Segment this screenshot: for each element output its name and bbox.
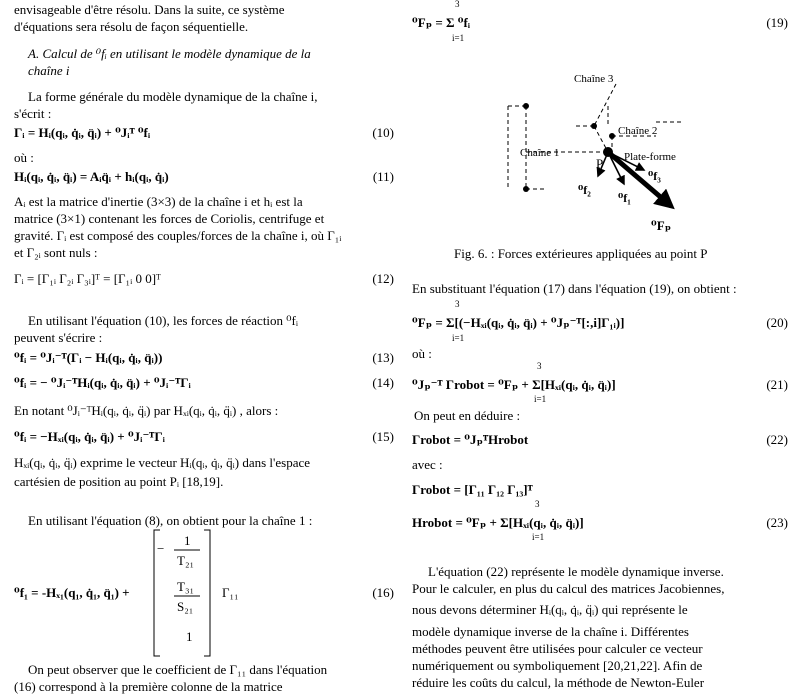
sum-23-top: 3 [535,499,540,509]
equation-13-number: (13) [372,350,394,365]
label-FP: ⁰Fₚ [651,218,672,233]
equation-19-body: ⁰Fₚ = Σ ⁰fᵢ [412,15,471,30]
p2-line-3: gravité. Γᵢ est composé des couples/forces de la chaîne i, où Γ₁ᵢ [14,228,342,243]
p2-line-4: et Γ₂ᵢ sont nuls : [14,245,98,260]
equation-16 [14,528,394,658]
equation-21-number: (21) [766,377,788,392]
label-f2: ⁰f₂ [578,183,591,197]
sum-23-bottom: i=1 [532,532,545,542]
p3-line-1: En utilisant l'équation (10), les forces de réaction ⁰fᵢ [28,313,298,328]
equation-10-number: (10) [372,125,394,140]
chain2-joint [609,133,615,139]
equation-14-number: (14) [372,375,394,390]
label-chaine3: Chaîne 3 [574,73,614,85]
p3-line-2: peuvent s'écrire : [14,330,103,345]
label-f3: ⁰f₃ [648,169,661,183]
matrix-row1-num: 1 [184,533,191,548]
matrix-row2-num: T₃₁ [177,579,195,594]
p4: En notant ⁰Jᵢ⁻ᵀHᵢ(qᵢ, q̇ᵢ, q̈ᵢ) par Hₓᵢ(qᵢ, q̇ᵢ, q̈ᵢ) , alors : [14,403,279,418]
p1-line-2: s'écrit : [14,106,52,121]
equation-10-body: Γᵢ = Hᵢ(qᵢ, q̇ᵢ, q̈ᵢ) + ⁰Jᵢᵀ ⁰fᵢ [14,125,151,140]
equation-10 [14,124,394,141]
equation-20-number: (20) [766,315,788,330]
matrix-row1-sign: − [157,541,165,556]
equation-14-body: ⁰fᵢ = − ⁰Jᵢ⁻ᵀHᵢ(qᵢ, q̇ᵢ, q̈ᵢ) + ⁰Jᵢ⁻ᵀΓᵢ [14,375,191,390]
equation-22-body: Γrobot = ⁰JₚᵀHrobot [412,432,529,447]
equation-23-number: (23) [766,515,788,530]
label-chaine2: Chaîne 2 [618,125,658,137]
equation-11-body: Hᵢ(qᵢ, q̇ᵢ, q̈ᵢ) = Aᵢq̈ᵢ + hᵢ(qᵢ, q̇ᵢ) [14,169,169,184]
equation-13 [14,349,394,366]
equation-11-number: (11) [372,169,394,184]
equation-12 [14,270,394,287]
figure-6 [506,66,706,236]
equation-14 [14,374,394,391]
chain1-joint-bottom [523,186,529,192]
equation-21 [412,376,788,393]
label-plateforme: Plate-forme [624,151,676,163]
p7-line-1: On peut observer que le coefficient de Γ₁₁ dans l'équation [28,662,328,677]
equation-20 [412,314,788,331]
chain3-link-upper [594,84,616,126]
label-chaine1: Chaîne 1 [520,147,560,159]
section-title-line-1: A. Calcul de ⁰fᵢ en utilisant le modèle dynamique de la [28,46,311,61]
p5-line-1: Hₓᵢ(qᵢ, q̇ᵢ, q̈ᵢ) exprime le vecteur Hᵢ(qᵢ, q̇ᵢ, q̈ᵢ) dans l'espace [14,455,311,470]
intro-line-1: envisageable d'être résolu. Dans la suite, ce système [14,2,285,17]
figure-caption: Fig. 6. : Forces extérieures appliquées au point P [454,246,708,261]
sum-21-top: 3 [537,361,542,371]
p6: En utilisant l'équation (8), on obtient pour la chaîne 1 : [28,513,313,528]
p5-line-2: cartésien de position au point Pᵢ [18,19]. [14,474,224,489]
equation-21-body: ⁰Jₚ⁻ᵀ Γrobot = ⁰Fₚ + Σ[Hₓᵢ(qᵢ, q̇ᵢ, q̈ᵢ)] [412,377,616,392]
label-f1: ⁰f₁ [618,191,631,205]
equation-gamma-robot-body: Γrobot = [Γ₁₁ Γ₁₂ Γ₁₃]ᵀ [412,482,533,497]
equation-12-number: (12) [372,271,394,286]
matrix-row3: 1 [186,629,193,644]
section-title-line-2: chaîne i [28,63,70,78]
p2: On peut en déduire : [414,408,521,423]
equation-16-rhs: Γ₁₁ [222,585,239,600]
p3-line-2: Pour le calculer, en plus du calcul des matrices Jacobiennes, [412,581,725,596]
equation-11 [14,168,394,185]
ou-label-2: où : [412,346,432,361]
matrix-row2-den: S₂₁ [177,599,194,614]
p3-line-3: nous devons déterminer Hᵢ(qᵢ, q̇ᵢ, q̈ᵢ) qui représente le [412,602,688,617]
equation-19 [412,14,788,31]
equation-15-number: (15) [372,429,394,444]
p3-line-1: L'équation (22) représente le modèle dynamique inverse. [428,564,724,579]
avec-label: avec : [412,457,443,472]
p3-line-7: réduire les coûts du calcul, la méthode de Newton-Euler [412,675,705,690]
sum-19-bottom: i=1 [452,33,465,43]
p3-line-6: numériquement ou symboliquement [20,21,22]. Afin de [412,658,703,673]
p3-line-5: méthodes peuvent être utilisées pour calculer ce vecteur [412,641,703,656]
equation-12-body: Γᵢ = [Γ₁ᵢ Γ₂ᵢ Γ₃ᵢ]ᵀ = [Γ₁ᵢ 0 0]ᵀ [14,271,161,286]
sum-21-bottom: i=1 [534,394,547,404]
intro-line-2: d'équations sera résolu de façon séquentielle. [14,19,249,34]
p3-line-4: modèle dynamique inverse de la chaîne i. Différentes [412,624,689,639]
p2-line-1: Aᵢ est la matrice d'inertie (3×3) de la chaîne i et hᵢ est la [14,194,303,209]
equation-23 [412,514,788,531]
equation-22 [412,431,788,448]
p2-line-2: matrice (3×1) contenant les forces de Coriolis, centrifuge et [14,211,325,226]
chain1-joint-top [523,103,529,109]
matrix-row1-den: T₂₁ [177,553,195,568]
label-P: P [596,156,604,171]
equation-20-body: ⁰Fₚ = Σ[(−Hₓᵢ(qᵢ, q̇ᵢ, q̈ᵢ) + ⁰Jₚ⁻ᵀ[:,i]Γ₁ᵢ)] [412,315,625,330]
equation-19-number: (19) [766,15,788,30]
equation-13-body: ⁰fᵢ = ⁰Jᵢ⁻ᵀ(Γᵢ − Hᵢ(qᵢ, q̇ᵢ, q̈ᵢ)) [14,350,163,365]
p1: En substituant l'équation (17) dans l'équation (19), on obtient : [412,281,737,296]
sum-20-bottom: i=1 [452,333,465,343]
ou-label-1: où : [14,150,34,165]
equation-16-number: (16) [372,585,394,600]
equation-15-body: ⁰fᵢ = −Hₓᵢ(qᵢ, q̇ᵢ, q̈ᵢ) + ⁰Jᵢ⁻ᵀΓᵢ [14,429,165,444]
equation-23-body: Hrobot = ⁰Fₚ + Σ[Hₓᵢ(qᵢ, q̇ᵢ, q̈ᵢ)] [412,515,584,530]
sum-19-top: 3 [455,0,460,9]
equation-15 [14,428,394,445]
equation-16-lhs: ⁰f₁ = -Hₓ₁(q₁, q̇₁, q̈₁) + [14,585,130,600]
sum-20-top: 3 [455,299,460,309]
p7-line-2: (16) correspond à la première colonne de la matrice [14,679,283,694]
equation-gamma-robot [412,481,788,498]
equation-22-number: (22) [766,432,788,447]
p1-line-1: La forme générale du modèle dynamique de la chaîne i, [28,89,318,104]
